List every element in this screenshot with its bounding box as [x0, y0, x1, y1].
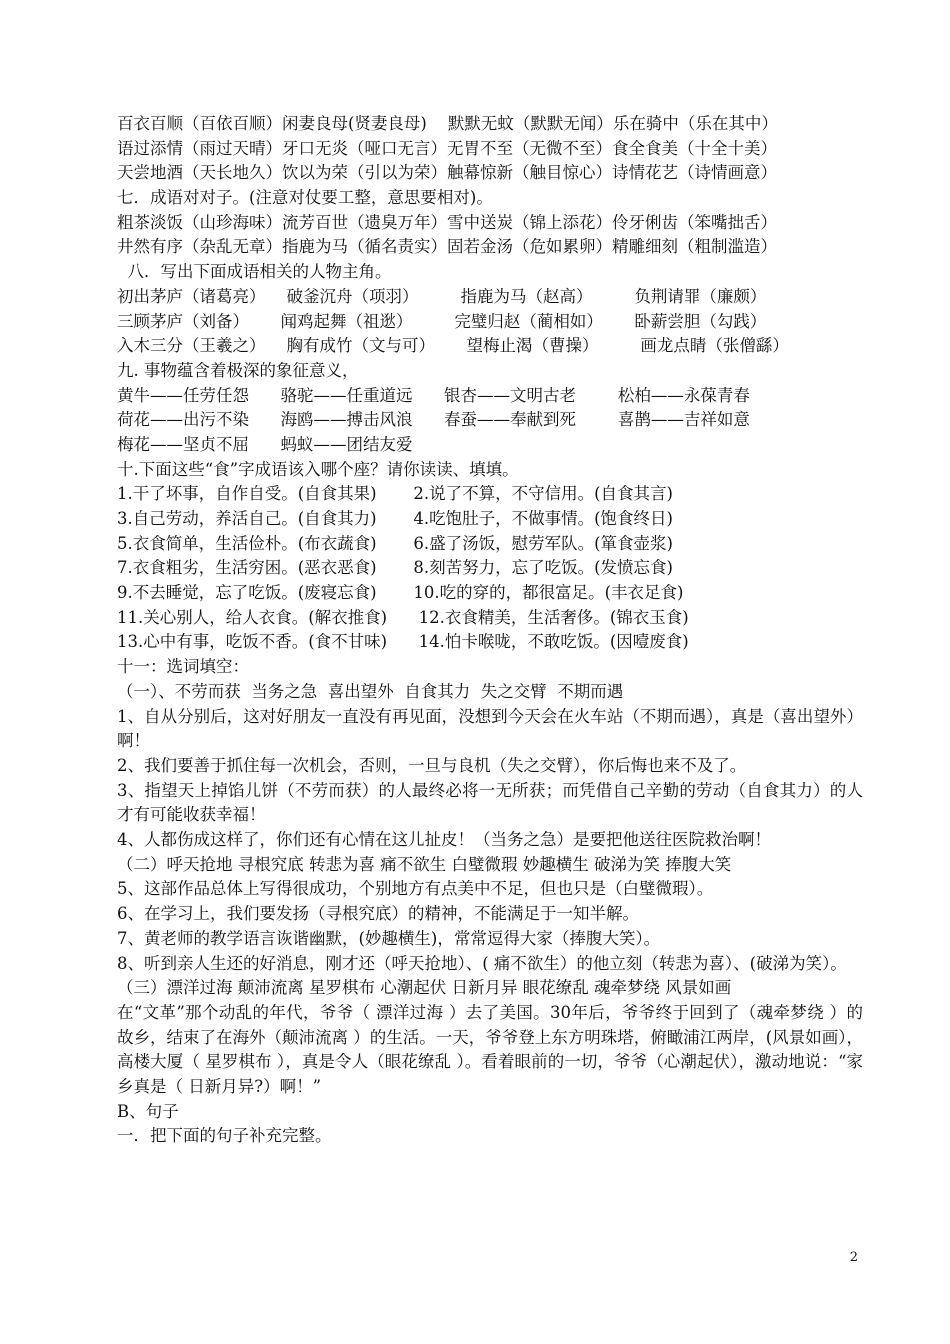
section-heading: 一．把下面的句子补充完整。 [117, 1126, 332, 1146]
text-line: 1.干了坏事，自作自受。(自食其果) 2.说了不算，不守信用。(自食其言) [117, 484, 673, 504]
paragraph: （二）呼天抢地 寻根究底 转悲为喜 痛不欲生 白璧微瑕 妙趣横生 破涕为笑 捧腹大笑 [117, 854, 732, 874]
text-line: 3.自己劳动，养活自己。(自食其力) 4.吃饱肚子，不做事情。(饱食终日) [117, 509, 673, 528]
text-line: （一）、不劳而获 当务之急 喜出望外 自食其力 失之交臂 不期而遇 [117, 681, 624, 701]
text-line: 11.关心别人，给人衣食。(解衣推食) 12.衣食精美，生活奢侈。(锦衣玉食) [117, 607, 689, 627]
text-line: 百衣百顺（百依百顺）闲妻良母(贤妻良母) 默默无蚊（默默无闻）乐在骑中（乐在其中） [117, 114, 778, 133]
paragraph: 1、自从分别后，这对好朋友一直没有再见面，没想到今天会在火车站（不期而遇），真是（喜出望外）啊！ [117, 706, 863, 751]
section-heading: 七．成语对对子。(注意对仗要工整，意思要相对)。 [117, 188, 493, 208]
section-heading: 九. 事物蕴含着极深的象征意义， [117, 360, 359, 380]
section-heading: B、句子 [117, 1101, 179, 1121]
paragraph: （三）漂洋过海 颠沛流离 星罗棋布 心潮起伏 日新月异 眼花缭乱 魂牵梦绕 风景如画 [117, 978, 732, 998]
text-line: 9.不去睡觉，忘了吃饭。(废寝忘食) 10.吃的穿的，都很富足。(丰衣足食) [117, 583, 684, 603]
text-line: 粗茶淡饭（山珍海味）流芳百世（遗臭万年）雪中送炭（锦上添花）伶牙俐齿（笨嘴拙舌） [117, 212, 777, 232]
text-line: 入木三分（王羲之） 胸有成竹（文与可） 望梅止渴（曹操） 画龙点睛（张僧繇） [117, 336, 789, 356]
paragraph: 8、听到亲人生还的好消息，刚才还（呼天抢地）、( 痛不欲生）的他立刻（转悲为喜）、(破涕为笑）。 [117, 953, 847, 973]
paragraph: 7、黄老师的教学语言诙谐幽默，(妙趣横生)，常常逗得大家（捧腹大笑）。 [117, 928, 661, 948]
text-line: 三顾茅庐（刘备） 闻鸡起舞（祖逖） 完璧归赵（蔺相如） 卧薪尝胆（勾践） [117, 311, 767, 331]
text-line: 黄牛——任劳任怨 骆驼——任重道远 银杏——文明古老 松柏——永葆青春 [117, 385, 750, 405]
text-line: 7.衣食粗劣，生活穷困。(恶衣恶食) 8.刻苦努力，忘了吃饭。(发愤忘食) [117, 558, 673, 578]
text-line: 语过添情（雨过天晴）牙口无炎（哑口无言）无胃不至（无微不至）食全食美（十全十美） [117, 138, 777, 158]
text-line: 初出茅庐（诸葛亮） 破釜沉舟（项羽） 指鹿为马（赵高） 负荆请罪（廉颇） [117, 286, 767, 306]
text-line: 井然有序（杂乱无章）指鹿为马（循名责实）固若金汤（危如累卵）精雕细刻（粗制滥造） [117, 237, 777, 257]
text-line: 天尝地酒（天长地久）饮以为荣（引以为荣）触幕惊新（触目惊心）诗情花艺（诗情画意） [117, 163, 777, 183]
paragraph: 6、在学习上，我们要发扬（寻根究底）的精神，不能满足于一知半解。 [117, 904, 639, 924]
paragraph: 3、指望天上掉馅儿饼（不劳而获）的人最终必将一无所获；而凭借自己辛勤的劳动（自食其力）的人才有可能收获幸福！ [117, 780, 863, 825]
section-heading: 十一：选词填空： [117, 657, 249, 677]
paragraph: 4、人都伤成这样了，你们还有心情在这儿扯皮！（当务之急）是要把他送往医院救治啊！ [117, 830, 771, 850]
text-line: 13.心中有事，吃饭不香。(食不甘味) 14.怕卡喉咙，不敢吃饭。(因噎废食) [117, 632, 689, 652]
text-line: 梅花——坚贞不屈 蚂蚁——团结友爱 [117, 434, 413, 454]
section-heading: 八．写出下面成语相关的人物主角。 [117, 262, 392, 282]
paragraph: 5、这部作品总体上写得很成功，个别地方有点美中不足，但也只是（白璧微瑕）。 [117, 879, 714, 899]
document-body [117, 112, 863, 1149]
text-line: 5.衣食简单，生活俭朴。(布衣蔬食) 6.盛了汤饭，慰劳军队。(箪食壶浆) [117, 533, 673, 553]
paragraph: 在“文革”那个动乱的年代，爷爷（ 漂洋过海 ）去了美国。30年后，爷爷终于回到了（魂牵梦绕 ）的故乡，结束了在海外（颠沛流离 ）的生活。一天，爷爷登上东方明珠塔，俯瞰浦江两岸，(风景如画），高楼大厦（ 星罗棋布 ），真是令人（眼花缭乱 ）。看着眼前的一切，爷爷（心潮起伏），激动地说：“家乡真是（ 日新月异?）啊！” [117, 1002, 863, 1097]
text-line: 荷花——出污不染 海鸥——搏击风浪 春蚕——奉献到死 喜鹊——吉祥如意 [117, 410, 750, 430]
page-number: 2 [849, 1250, 858, 1265]
paragraph: 2、我们要善于抓住每一次机会，否则，一旦与良机（失之交臂），你后悔也来不及了。 [117, 755, 747, 775]
section-heading: 十.下面这些“食”字成语该入哪个座？请你读读、填填。 [117, 459, 519, 479]
